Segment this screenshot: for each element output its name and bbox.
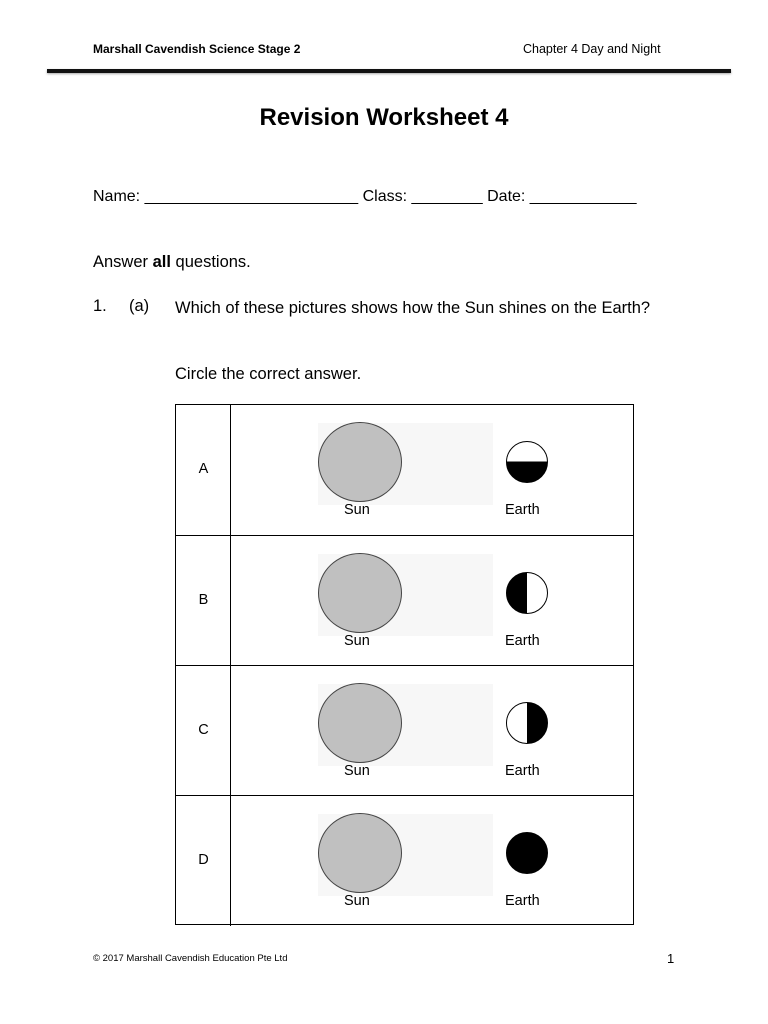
option-letter: D — [198, 852, 209, 868]
question-sub-instruction: Circle the correct answer. — [175, 365, 362, 383]
option-letter-cell — [176, 796, 231, 926]
page-number: 1 — [667, 951, 675, 966]
question-text: Which of these pictures shows how the Sun shines on the Earth? — [175, 299, 651, 317]
header-divider — [47, 69, 731, 73]
earth-icon — [505, 701, 549, 745]
option-letter-cell — [176, 536, 231, 666]
instruction-before: Answer — [93, 253, 153, 271]
earth-icon — [505, 571, 549, 615]
earth-icon — [505, 831, 549, 875]
option-letter: A — [198, 461, 209, 477]
page-title: Revision Worksheet 4 — [259, 104, 509, 131]
header-book-title: Marshall Cavendish Science Stage 2 — [93, 42, 301, 56]
student-details-line: Name: ________________________ Class: ________ Date: ____________ — [93, 188, 637, 205]
instruction-text — [93, 253, 251, 272]
sun-label: Sun — [344, 633, 370, 649]
earth-label: Earth — [505, 893, 540, 909]
earth-label: Earth — [505, 633, 540, 649]
instruction-after: questions. — [170, 253, 251, 271]
instruction-bold: all — [152, 253, 171, 271]
sun-icon — [318, 683, 402, 763]
option-letter-cell — [176, 666, 231, 796]
question-number: 1. — [93, 297, 107, 315]
option-letter: C — [198, 722, 209, 738]
answer-options-table — [175, 404, 634, 925]
option-row[interactable] — [176, 535, 633, 666]
earth-icon — [505, 440, 549, 484]
option-letter-cell — [176, 405, 231, 535]
sun-label: Sun — [344, 763, 370, 779]
earth-label: Earth — [505, 763, 540, 779]
question-part: (a) — [129, 297, 150, 315]
sun-icon — [318, 553, 402, 633]
sun-icon — [318, 422, 402, 502]
sun-label: Sun — [344, 893, 370, 909]
option-row[interactable] — [176, 665, 633, 796]
sun-label: Sun — [344, 502, 370, 518]
header-chapter: Chapter 4 Day and Night — [523, 42, 661, 56]
earth-label: Earth — [505, 502, 540, 518]
option-row[interactable] — [176, 405, 633, 535]
option-row[interactable] — [176, 795, 633, 926]
option-letter: B — [198, 592, 209, 608]
footer-copyright: © 2017 Marshall Cavendish Education Pte Ltd — [93, 953, 288, 964]
sun-icon — [318, 813, 402, 893]
